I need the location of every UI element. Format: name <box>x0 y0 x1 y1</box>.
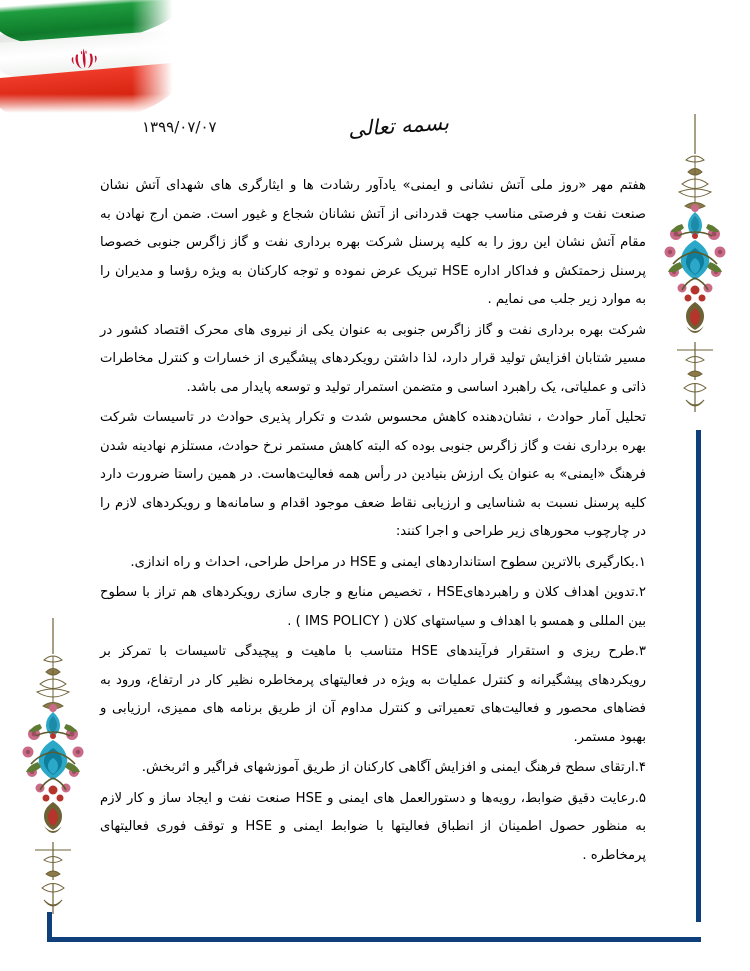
frame-rule-bottom <box>47 937 701 942</box>
document-date: ۱۳۹۹/۰۷/۰۷ <box>142 118 217 136</box>
paragraph-3: تحلیل آمار حوادث ، نشان‌دهنده کاهش محسوس شدت و تکرار پذیری حوادث در تاسیسات شرکت بهره برداری نفت و گاز زاگرس جنوبی بوده که البته کاهش مستمر نرخ حوادث، مستلزم نهادینه شدن فرهنگ «ایمنی» به عنوان یک ارزش بنیادین در رأس همه فعالیت‌هاست. در همین راستا ضرورت دارد کلیه پرسنل نسبت به شناسایی و ارزیابی نقاط ضعف موجود اقدام و سامانه‌ها و رویکردهای لازم را در چارچوب محورهای زیر طراحی و اجرا کنند: <box>100 410 646 539</box>
list-item-4: ۴.ارتقای سطح فرهنگ ایمنی و افزایش آگاهی کارکنان از طریق آموزشهای فراگیر و اثربخش. <box>141 760 646 775</box>
flag-fade-bottom <box>0 94 178 116</box>
paragraph-1: هفتم مهر «روز ملی آتش نشانی و ایمنی» یادآور رشادت ها و ایثارگری های شهدای آتش نشان صنعت نفت و فرصتی مناسب جهت قدردانی از آتش نشانان شجاع و غیور است. ضمن ارج نهادن به مقام آتش نشان این روز را به کلیه پرسنل شرکت بهره برداری نفت و گاز زاگرس جنوبی خصوصا پرسنل زحمتکش و فداکار اداره HSE تبریک عرض نموده و توجه کارکنان به ویژه رؤسا و مدیران را به موارد زیر جلب می نمایم . <box>100 178 646 307</box>
list-item-3: ۳.طرح ریزی و استقرار فرآیندهای HSE متناسب با ماهیت و پیچیدگی تاسیسات با تمرکز بر رویکردهای پیشگیرانه و کنترل عملیات به ویژه در فعالیتهای پرمخاطره نظیر کار در ارتفاع، ورود به فضاهای محصور و فعالیت‌های تعمیراتی و کنترل مداوم آن از طریق برنامه های ممیزی، ارزیابی و بهبود مستمر. <box>100 644 646 745</box>
list-item-2: ۲.تدوین اهداف کلان و راهبردهایHSE ، تخصیص منابع و جاری سازی رویکردهای هم تراز با سطوح بین المللی و همسو با اهداف و سیاستهای کلان ( IMS POLICY ) . <box>100 585 646 629</box>
iran-emblem-icon <box>67 44 103 74</box>
iran-flag <box>0 0 178 116</box>
document-header <box>0 110 750 152</box>
persian-tazhib-ornament-left <box>10 618 96 936</box>
basmala-calligraphy: بسمه تعالی <box>347 110 450 142</box>
list-item-5: ۵.رعایت دقیق ضوابط، رویه‌ها و دستورالعمل های ایمنی و HSE صنعت نفت و ایجاد ساز و کار لازم به منظور حصول اطمینان از انطباق فعالیتها با ضوابط ایمنی و HSE و توقف فوری فعالیتهای پرمخاطره . <box>100 790 647 863</box>
frame-rule-right <box>696 430 701 922</box>
paragraph-2: شرکت بهره برداری نفت و گاز زاگرس جنوبی به عنوان یکی از نیروی های محرک اقتصاد کشور در مسیر شتابان افزایش تولید قرار دارد، لذا داشتن رویکردهای پیشگیری از خسارات و کنترل مخاطرات ذاتی و عملیاتی، یک راهبرد اساسی و متضمن استمرار تولید و توسعه پایدار می باشد. <box>100 322 646 395</box>
persian-tazhib-ornament-right <box>652 112 738 442</box>
document-body <box>100 172 646 872</box>
list-item-1: ۱.بکارگیری بالاترین سطوح استانداردهای ایمنی و HSE در مراحل طراحی، احداث و راه اندازی. <box>130 554 646 570</box>
